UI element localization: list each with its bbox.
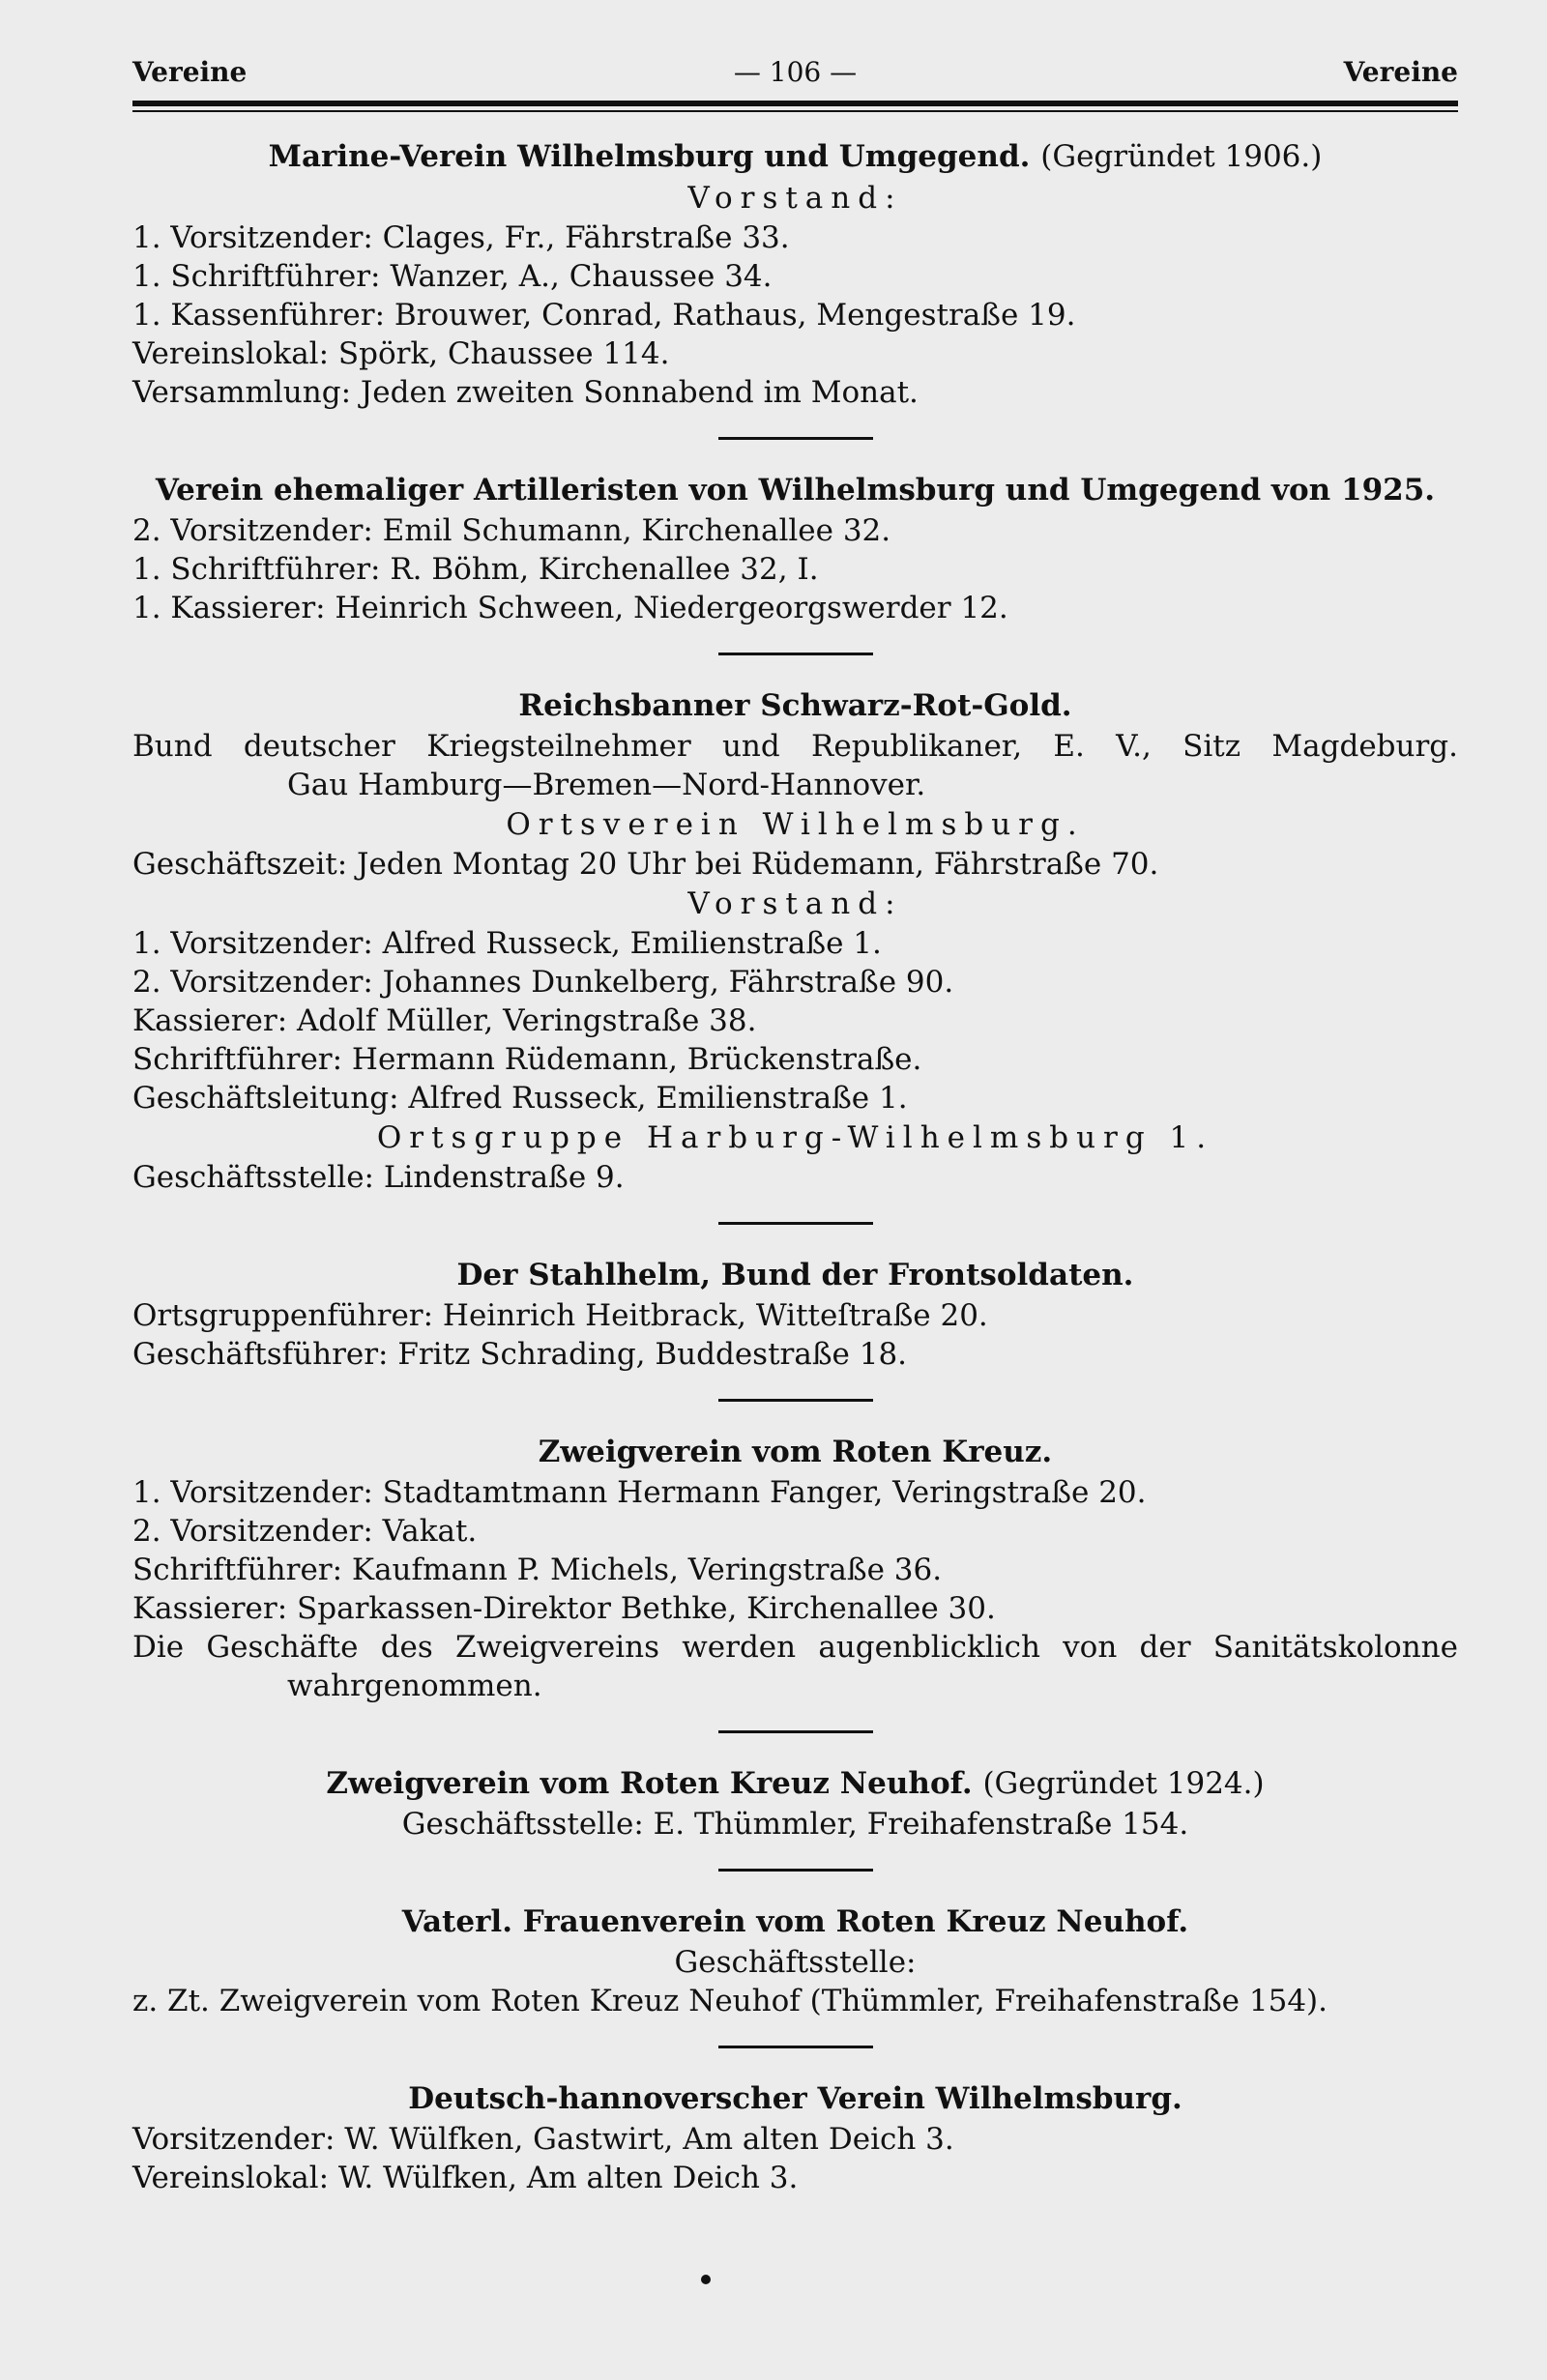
- section-title: Der Stahlhelm, Bund der Frontsoldaten.: [456, 1258, 1134, 1292]
- section-title-text: Zweigverein vom Roten Kreuz Neuhof.: [326, 1766, 973, 1801]
- entry-line: 1. Vorsitzender: Stadtamtmann Hermann Fanger, Veringstraße 20.: [132, 1475, 1147, 1510]
- entry-line: Geschäftsstelle: E. Thümmler, Freihafenstraße 154.: [401, 1807, 1189, 1842]
- section-title: Reichsbanner Schwarz-Rot-Gold.: [518, 688, 1072, 723]
- entry-line: Versammlung: Jeden zweiten Sonnabend im Monat.: [132, 375, 919, 410]
- section-reichsbanner: [132, 684, 1458, 1197]
- entry-line: 2. Vorsitzender: Emil Schumann, Kirchenallee 32.: [132, 513, 891, 548]
- section-title-text: Marine-Verein Wilhelmsburg und Umgegend.: [268, 139, 1031, 174]
- entry-line: 2. Vorsitzender: Vakat.: [132, 1514, 478, 1549]
- page-content: [132, 128, 1458, 2197]
- section-title: Vaterl. Frauenverein vom Roten Kreuz Neuhof.: [401, 1904, 1189, 1939]
- section-divider: [718, 2046, 873, 2048]
- header-rule-thin: [132, 110, 1458, 112]
- entry-line: 2. Vorsitzender: Johannes Dunkelberg, Fährstraße 90.: [132, 965, 954, 1000]
- section-stahlhelm: [132, 1254, 1458, 1374]
- vorstand-heading: Vorstand:: [687, 886, 903, 921]
- ortsgruppe-heading: Ortsgruppe Harburg-Wilhelmsburg 1.: [376, 1120, 1214, 1155]
- section-title: Deutsch-hannoverscher Verein Wilhelmsburg.: [408, 2081, 1182, 2116]
- section-divider: [718, 1222, 873, 1225]
- section-frauenverein: [132, 1901, 1458, 2020]
- vorstand-heading: Vorstand:: [687, 181, 903, 216]
- page-number: — 106 —: [733, 56, 858, 88]
- entry-line: Geschäftsstelle:: [674, 1945, 917, 1980]
- entry-line: Kassierer: Sparkassen-Direktor Bethke, Kirchenallee 30.: [132, 1591, 996, 1626]
- entry-line: Geschäftsleitung: Alfred Russeck, Emilienstraße 1.: [132, 1081, 908, 1116]
- note-line: Die Geschäfte des Zweigvereins werden augenblicklich von der Sanitätskolonne: [132, 1630, 1458, 1665]
- entry-line: Vereinslokal: W. Wülfken, Am alten Deich 3.: [132, 2161, 799, 2195]
- section-title-suffix: (Gegründet 1924.): [982, 1766, 1265, 1801]
- ortsverein-heading: Ortsverein Wilhelmsburg.: [506, 807, 1085, 842]
- entry-line: Vorsitzender: W. Wülfken, Gastwirt, Am alten Deich 3.: [132, 2122, 954, 2157]
- header-right: Vereine: [1343, 56, 1458, 88]
- entry-line: Kassierer: Adolf Müller, Veringstraße 38.: [132, 1003, 757, 1038]
- section-title: [132, 135, 1458, 178]
- note-line: wahrgenommen.: [287, 1669, 542, 1703]
- section-divider: [718, 437, 873, 440]
- intro-line: Bund deutscher Kriegsteilnehmer und Republikaner, E. V., Sitz Magdeburg.: [132, 729, 1458, 764]
- section-rotes-kreuz-neuhof: [132, 1762, 1458, 1843]
- section-title-suffix: (Gegründet 1906.): [1040, 139, 1323, 174]
- header-rule-thick: [132, 101, 1458, 106]
- section-artilleristen: [132, 469, 1458, 627]
- section-marine-verein: [132, 135, 1458, 412]
- section-title: Zweigverein vom Roten Kreuz.: [538, 1435, 1053, 1469]
- entry-line: Geschäftsstelle: Lindenstraße 9.: [132, 1160, 625, 1195]
- header-left: Vereine: [132, 56, 248, 88]
- entry-line: z. Zt. Zweigverein vom Roten Kreuz Neuhof (Thümmler, Freihafenstraße 154).: [132, 1984, 1328, 2018]
- intro-line: Gau Hamburg—Bremen—Nord-Hannover.: [287, 768, 926, 802]
- entry-line: Geschäftsführer: Fritz Schrading, Buddestraße 18.: [132, 1337, 908, 1372]
- entry-line: 1. Schriftführer: Wanzer, A., Chaussee 34.: [132, 259, 773, 294]
- entry-line: Schriftführer: Kaufmann P. Michels, Veringstraße 36.: [132, 1553, 943, 1587]
- entry-line: Ortsgruppenführer: Heinrich Heitbrack, Witteſtraße 20.: [132, 1298, 988, 1333]
- entry-line: Vereinslokal: Spörk, Chaussee 114.: [132, 336, 670, 371]
- entry-line: 1. Kassenführer: Brouwer, Conrad, Rathaus, Mengestraße 19.: [132, 298, 1076, 333]
- section-rotes-kreuz: [132, 1431, 1458, 1705]
- entry-line: 1. Vorsitzender: Clages, Fr., Fährstraße 33.: [132, 220, 790, 255]
- section-deutsch-hannoversch: [132, 2077, 1458, 2197]
- section-divider: [718, 653, 873, 655]
- section-divider: [718, 1869, 873, 1872]
- section-title: Verein ehemaliger Artilleristen von Wilhelmsburg und Umgegend von 1925.: [155, 473, 1436, 508]
- section-divider: [718, 1399, 873, 1402]
- entry-line: 1. Vorsitzender: Alfred Russeck, Emilienstraße 1.: [132, 926, 882, 961]
- entry-line: Geschäftszeit: Jeden Montag 20 Uhr bei Rüdemann, Fährstraße 70.: [132, 847, 1159, 882]
- section-title: [132, 1762, 1458, 1805]
- entry-line: 1. Kassierer: Heinrich Schween, Niedergeorgswerder 12.: [132, 591, 1008, 625]
- ink-dot: [701, 2275, 711, 2284]
- entry-line: 1. Schriftführer: R. Böhm, Kirchenallee 32, I.: [132, 552, 819, 587]
- running-header: [132, 56, 1458, 97]
- entry-line: Schriftführer: Hermann Rüdemann, Brückenstraße.: [132, 1042, 922, 1077]
- section-divider: [718, 1730, 873, 1733]
